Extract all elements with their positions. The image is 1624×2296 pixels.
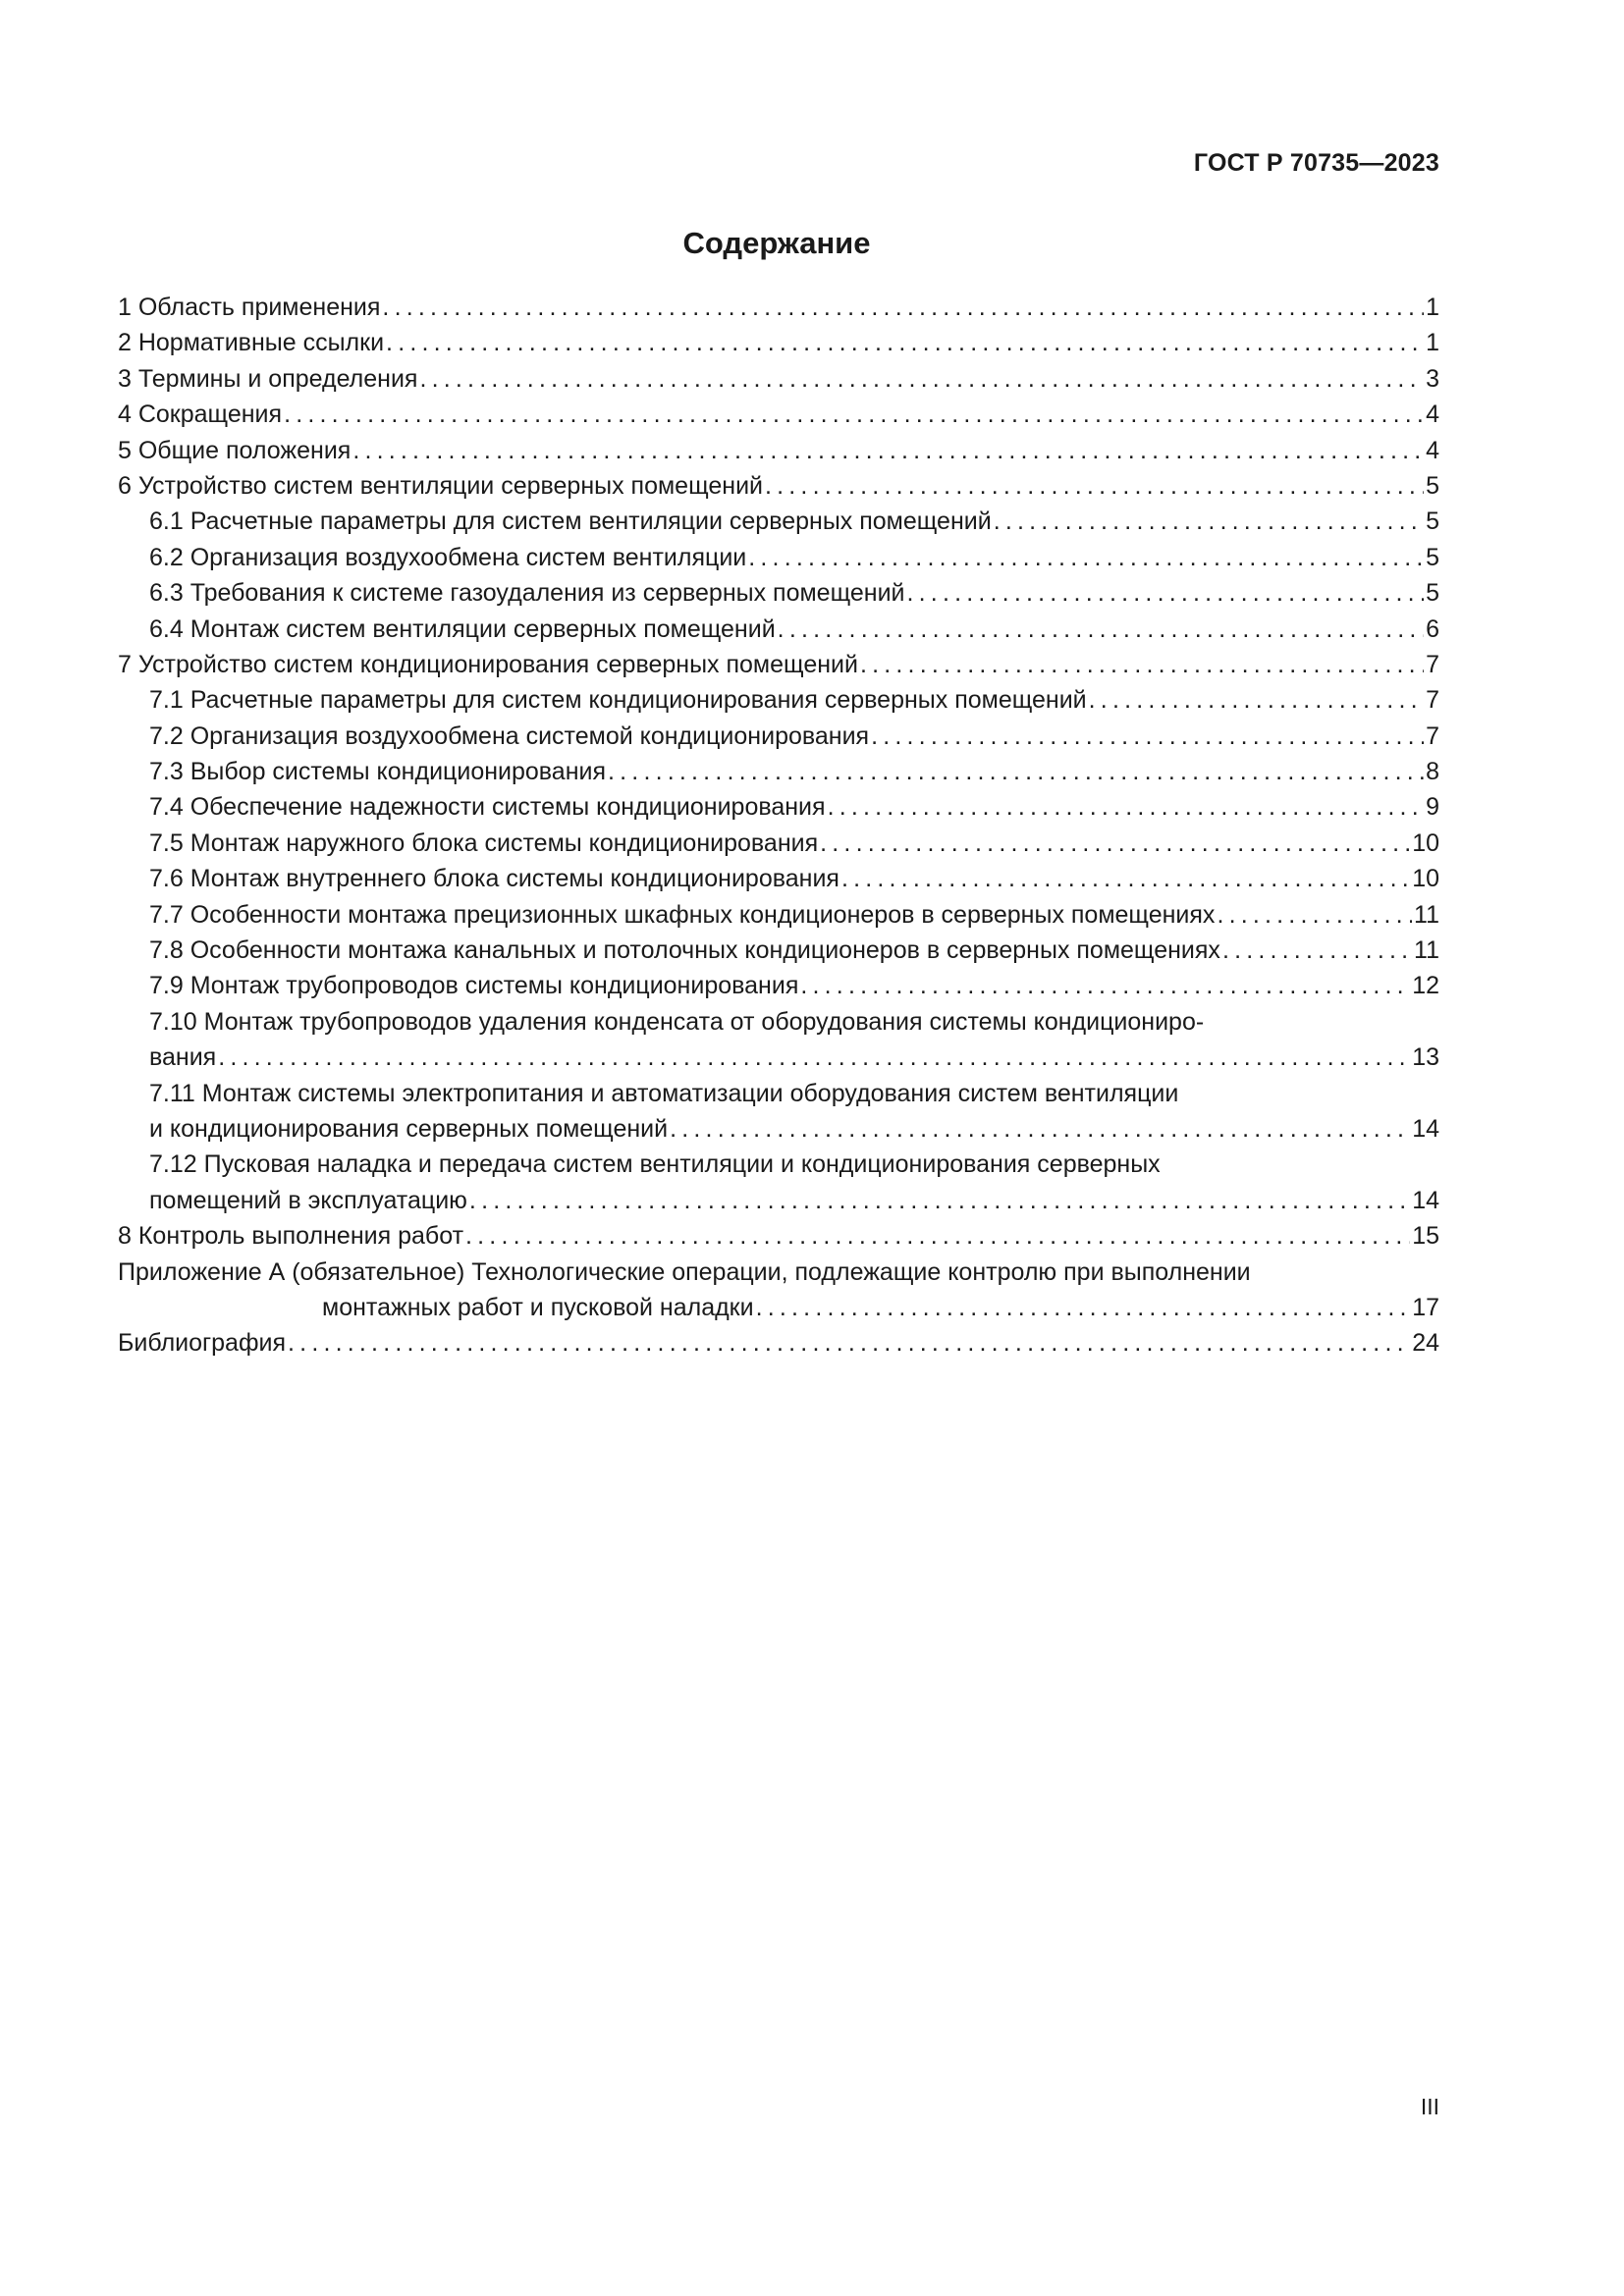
toc-entry-title: 7.5 Монтаж наружного блока системы кондиционирования [149,828,819,857]
toc-entry-page: 10 [1412,828,1439,857]
toc-entry-page: 7 [1426,686,1439,715]
toc-entry[interactable] [118,1004,1439,1040]
toc-entry-title: 2 Нормативные ссылки [118,329,385,357]
toc-entry[interactable] [118,1183,1439,1218]
toc-entry[interactable] [118,719,1439,754]
toc-entry-page: 4 [1426,436,1439,464]
toc-entry[interactable] [118,1040,1439,1075]
toc-entry-title: 7.2 Организация воздухообмена системой кондиционирования [149,721,870,750]
toc-entry[interactable] [118,1111,1439,1147]
toc-entry[interactable] [118,397,1439,432]
toc-entry-page: 14 [1412,1114,1439,1143]
toc-entry[interactable] [118,540,1439,575]
toc-entry-page: 9 [1426,793,1439,822]
toc-entry-page: 5 [1426,543,1439,571]
toc-entry-title: 1 Область применения [118,294,381,321]
toc-leader-dots [469,1183,1410,1218]
toc-entry-title: 7.12 Пусковая наладка и передача систем вентиляции и кондиционирования серверных [149,1150,1161,1179]
toc-entry-page: 3 [1426,364,1439,393]
toc-entry-title: 7.4 Обеспечение надежности системы кондиционирования [149,793,826,822]
toc-leader-dots [800,968,1410,1003]
toc-entry[interactable] [118,1255,1439,1290]
toc-entry[interactable] [118,290,1439,325]
toc-entry-title: 7.6 Монтаж внутреннего блока системы кондиционирования [149,865,839,893]
toc-leader-dots [670,1111,1410,1147]
toc-entry-title: 5 Общие положения [118,436,352,464]
toc-entry-page: 4 [1426,400,1439,429]
toc-entry-title: вания [149,1043,217,1072]
toc-entry-title: 3 Термины и определения [118,364,418,393]
toc-entry[interactable] [118,754,1439,789]
toc-entry-page: 10 [1412,865,1439,893]
toc-entry-title: 4 Сокращения [118,400,283,429]
toc-leader-dots [871,719,1424,754]
toc-entry-title: 7.8 Особенности монтажа канальных и потолочных кондиционеров в серверных помещениях [149,936,1220,965]
toc-entry-title: 8 Контроль выполнения работ [118,1222,464,1251]
toc-entry-page: 24 [1412,1329,1439,1358]
toc-entry[interactable] [118,612,1439,647]
toc-leader-dots [841,861,1410,896]
toc-entry-title: Библиография [118,1329,287,1358]
toc-entry[interactable] [118,1147,1439,1182]
toc-entry[interactable] [118,575,1439,611]
toc-entry[interactable] [118,1076,1439,1111]
toc-entry[interactable] [118,682,1439,718]
page-number: III [1420,2094,1439,2119]
toc-leader-dots [218,1040,1410,1075]
toc-entry[interactable] [118,433,1439,468]
toc-entry[interactable] [118,504,1439,539]
toc-leader-dots [284,397,1424,432]
toc-entry-title: помещений в эксплуатацию [149,1186,467,1214]
toc-leader-dots [765,468,1424,504]
toc-entry-title: 7.11 Монтаж системы электропитания и автоматизации оборудования систем вентиляции [149,1079,1179,1107]
toc-entry[interactable] [118,826,1439,861]
toc-leader-dots [994,504,1424,539]
toc-leader-dots [828,789,1425,825]
toc-leader-dots [860,647,1424,682]
toc-entry-page: 6 [1426,614,1439,643]
toc-entry[interactable] [118,968,1439,1003]
toc-entry-page: 7 [1426,650,1439,678]
toc-entry[interactable] [118,1290,1439,1325]
toc-entry[interactable] [118,897,1439,933]
toc-entry-title: 6.4 Монтаж систем вентиляции серверных помещений [149,614,776,643]
toc-leader-dots [1217,897,1412,933]
toc-leader-dots [907,575,1425,611]
toc-entry-title: монтажных работ и пусковой наладки [322,1293,754,1321]
toc-entry-page: 5 [1426,507,1439,536]
toc-entry[interactable] [118,647,1439,682]
toc-leader-dots [382,290,1424,325]
toc-entry-title: 6.3 Требования к системе газоудаления из серверных помещений [149,579,905,608]
toc-entry-page: 14 [1412,1186,1439,1214]
toc-entry-page: 13 [1412,1043,1439,1072]
toc-leader-dots [778,612,1424,647]
toc-entry-page: 12 [1412,972,1439,1000]
toc-entry[interactable] [118,1218,1439,1254]
toc-entry-title: и кондиционирования серверных помещений [149,1114,669,1143]
toc-entry-page: 17 [1412,1293,1439,1321]
toc-leader-dots [1089,682,1424,718]
toc-entry[interactable] [118,361,1439,397]
toc-entry[interactable] [118,468,1439,504]
document-code: ГОСТ Р 70735—2023 [1193,149,1439,177]
toc-entry-title: 7.1 Расчетные параметры для систем кондиционирования серверных помещений [149,686,1087,715]
toc-entry-title: 7.10 Монтаж трубопроводов удаления конденсата от оборудования системы кондициониро- [149,1007,1205,1036]
toc-entry-title: 6.1 Расчетные параметры для систем вентиляции серверных помещений [149,507,992,536]
toc-entry[interactable] [118,933,1439,968]
toc-entry-title: 7.9 Монтаж трубопроводов системы кондиционирования [149,972,799,1000]
toc-entry-page: 15 [1412,1222,1439,1251]
toc-entry-page: 8 [1426,758,1439,786]
toc-entry-title: 7.7 Особенности монтажа прецизионных шкафных кондиционеров в серверных помещениях [149,900,1216,929]
toc-leader-dots [465,1218,1410,1254]
toc-entry-page: 1 [1426,294,1439,321]
toc-title: Содержание [682,226,871,260]
toc-entry-page: 1 [1426,329,1439,357]
toc-entry[interactable] [118,325,1439,360]
toc-entry-page: 11 [1414,900,1439,929]
toc-entry[interactable] [118,861,1439,896]
toc-leader-dots [820,826,1410,861]
toc-entry-page: 5 [1426,579,1439,608]
toc-leader-dots [748,540,1424,575]
table-of-contents [118,290,1439,1362]
toc-leader-dots [756,1290,1411,1325]
toc-entry-title: Приложение А (обязательное) Технологические операции, подлежащие контролю при выполнении [118,1257,1251,1286]
toc-entry-page: 11 [1414,936,1439,965]
toc-entry-title: 7.3 Выбор системы кондиционирования [149,758,607,786]
toc-leader-dots [608,754,1424,789]
toc-entry[interactable] [118,1325,1439,1361]
toc-entry-title: 6 Устройство систем вентиляции серверных помещений [118,471,763,500]
toc-leader-dots [352,433,1424,468]
toc-entry-title: 6.2 Организация воздухообмена систем вентиляции [149,543,747,571]
toc-entry[interactable] [118,789,1439,825]
toc-leader-dots [1222,933,1412,968]
toc-entry-page: 7 [1426,721,1439,750]
toc-leader-dots [386,325,1424,360]
toc-entry-title: 7 Устройство систем кондиционирования серверных помещений [118,650,858,678]
toc-leader-dots [288,1325,1410,1361]
toc-entry-page: 5 [1426,471,1439,500]
toc-leader-dots [419,361,1424,397]
